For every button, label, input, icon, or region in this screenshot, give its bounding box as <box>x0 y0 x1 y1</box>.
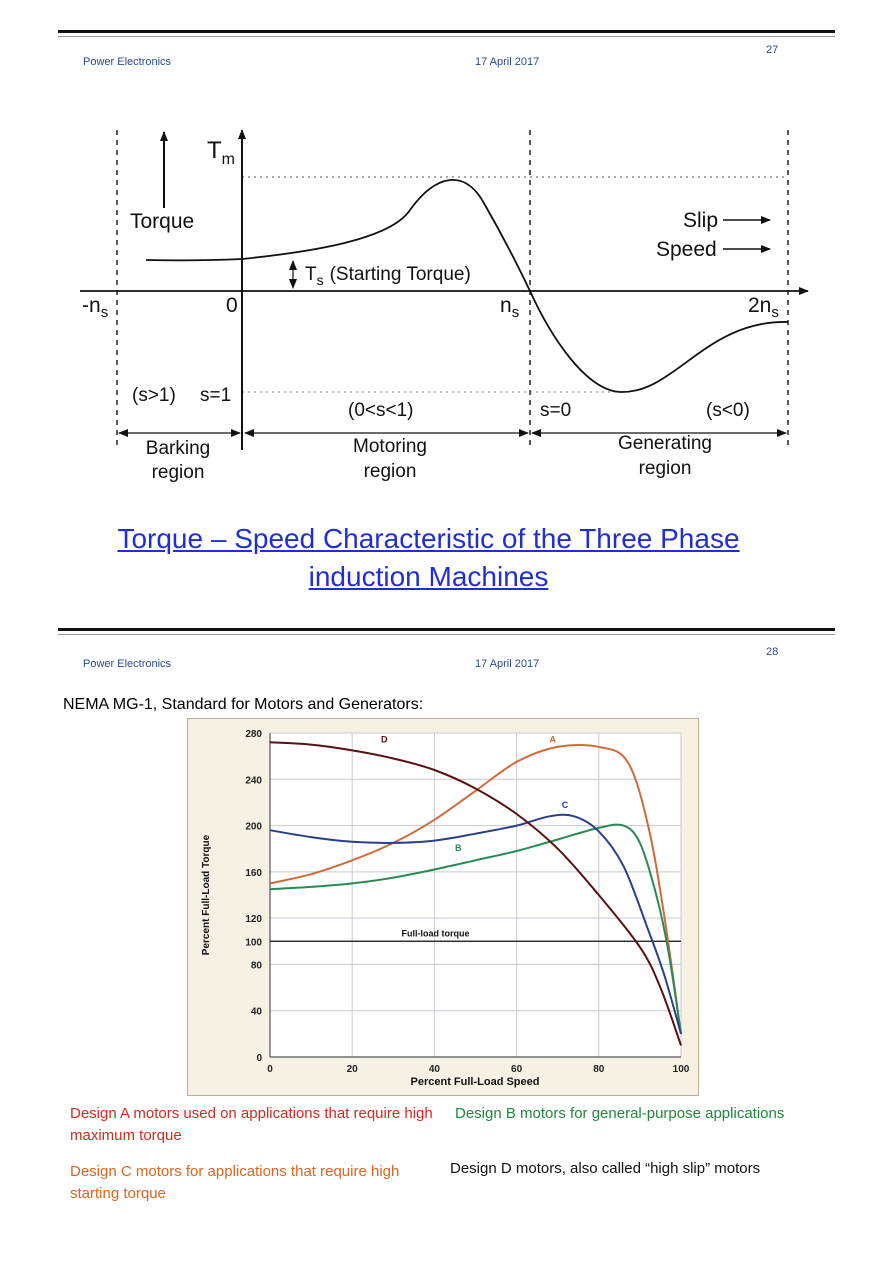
tick-2ns: 2n <box>748 294 772 317</box>
x-tick-label-80: 80 <box>593 1064 605 1075</box>
tick-ns: n <box>500 294 512 317</box>
note-design-a: Design A motors used on applications that require high maximum torque <box>70 1105 433 1144</box>
caption-line1[interactable]: Torque – Speed Characteristic of the Three Phase <box>117 523 740 554</box>
y-tick-label-0: 0 <box>256 1053 262 1064</box>
nema-title: NEMA MG-1, Standard for Motors and Generators: <box>63 696 424 713</box>
label-s-between: (0<s<1) <box>348 400 414 421</box>
plot-area <box>270 733 681 1057</box>
x-tick-label-0: 0 <box>267 1064 273 1075</box>
y-axis-label: Percent Full-Load Torque <box>201 834 212 956</box>
slide1-caption[interactable] <box>60 520 797 596</box>
braking-region-line1: Barking <box>145 438 211 459</box>
svg-text:Ts(Starting Torque) <box>305 264 471 288</box>
label-s-eq-0: s=0 <box>540 400 572 421</box>
x-tick-label-100: 100 <box>672 1064 690 1075</box>
svg-text:ns <box>500 294 519 321</box>
note-design-d: Design D motors, also called “high slip” motors <box>450 1160 761 1177</box>
slide1-header-date: 17 April 2017 <box>475 56 540 68</box>
starting-torque-T: T <box>305 264 317 285</box>
nema-torque-chart <box>187 718 699 1096</box>
series-label-d: D <box>380 734 388 745</box>
full-load-torque-label: Full-load torque <box>401 928 470 939</box>
label-s-eq-1: s=1 <box>200 385 232 406</box>
torque-label: Torque <box>130 210 195 233</box>
generating-region-line2: region <box>638 458 692 479</box>
motoring-region-line1: Motoring <box>353 436 427 457</box>
y-tick-label-40: 40 <box>250 1006 262 1018</box>
tick-2ns-sub: s <box>771 304 779 321</box>
slide1-header-rule-thin <box>58 36 835 37</box>
label-s-gt-1: (s>1) <box>132 385 176 406</box>
x-axis-label: Percent Full-Load Speed <box>410 1076 540 1088</box>
starting-torque-text: (Starting Torque) <box>329 264 471 285</box>
tick-ns-sub: s <box>511 304 520 321</box>
slide2-page-number: 28 <box>766 646 779 658</box>
slide2-header-title: Power Electronics <box>83 658 172 670</box>
svg-text:2ns <box>748 294 779 321</box>
y-tick-label-80: 80 <box>250 960 262 972</box>
slip-label: Slip <box>683 209 719 232</box>
series-label-c: C <box>561 800 569 811</box>
braking-region-line2: region <box>151 462 205 483</box>
y-tick-label-240: 240 <box>245 775 262 787</box>
y-tick-label-200: 200 <box>245 821 262 833</box>
tick-neg-ns: -n <box>82 294 101 317</box>
series-label-b: B <box>454 843 462 854</box>
slide2-header-date: 17 April 2017 <box>475 658 540 670</box>
tick-neg-ns-sub: s <box>100 304 109 321</box>
slide2-header-rule <box>58 628 835 631</box>
x-tick-label-20: 20 <box>346 1064 358 1075</box>
y-tick-label-280: 280 <box>245 729 262 740</box>
y-axis-subscript: m <box>221 151 235 168</box>
note-design-c: Design C motors for applications that require high starting torque <box>70 1163 400 1202</box>
y-tick-label-100: 100 <box>245 937 262 949</box>
generating-region-line1: Generating <box>617 433 713 454</box>
x-tick-label-60: 60 <box>511 1064 523 1075</box>
svg-text:-ns <box>82 294 108 321</box>
svg-text:Tm <box>207 137 235 168</box>
y-axis-label: T <box>207 137 222 164</box>
y-tick-label-160: 160 <box>245 867 262 879</box>
slide1-page-number: 27 <box>766 44 779 56</box>
series-label-a: A <box>549 734 556 745</box>
torque-speed-diagram <box>80 120 820 500</box>
slide1-header-title: Power Electronics <box>83 56 172 68</box>
speed-label: Speed <box>656 238 717 261</box>
slide1-header-rule <box>58 30 835 33</box>
tick-zero: 0 <box>226 294 238 317</box>
label-s-lt-0: (s<0) <box>706 400 750 421</box>
y-tick-label-120: 120 <box>245 914 262 926</box>
x-tick-label-40: 40 <box>428 1064 440 1075</box>
caption-line2[interactable]: induction Machines <box>308 561 549 592</box>
slide2-header-rule-thin <box>58 634 835 635</box>
starting-torque-sub: s <box>316 272 324 288</box>
note-design-b: Design B motors for general-purpose applications <box>455 1105 785 1122</box>
motoring-region-line2: region <box>363 461 417 482</box>
